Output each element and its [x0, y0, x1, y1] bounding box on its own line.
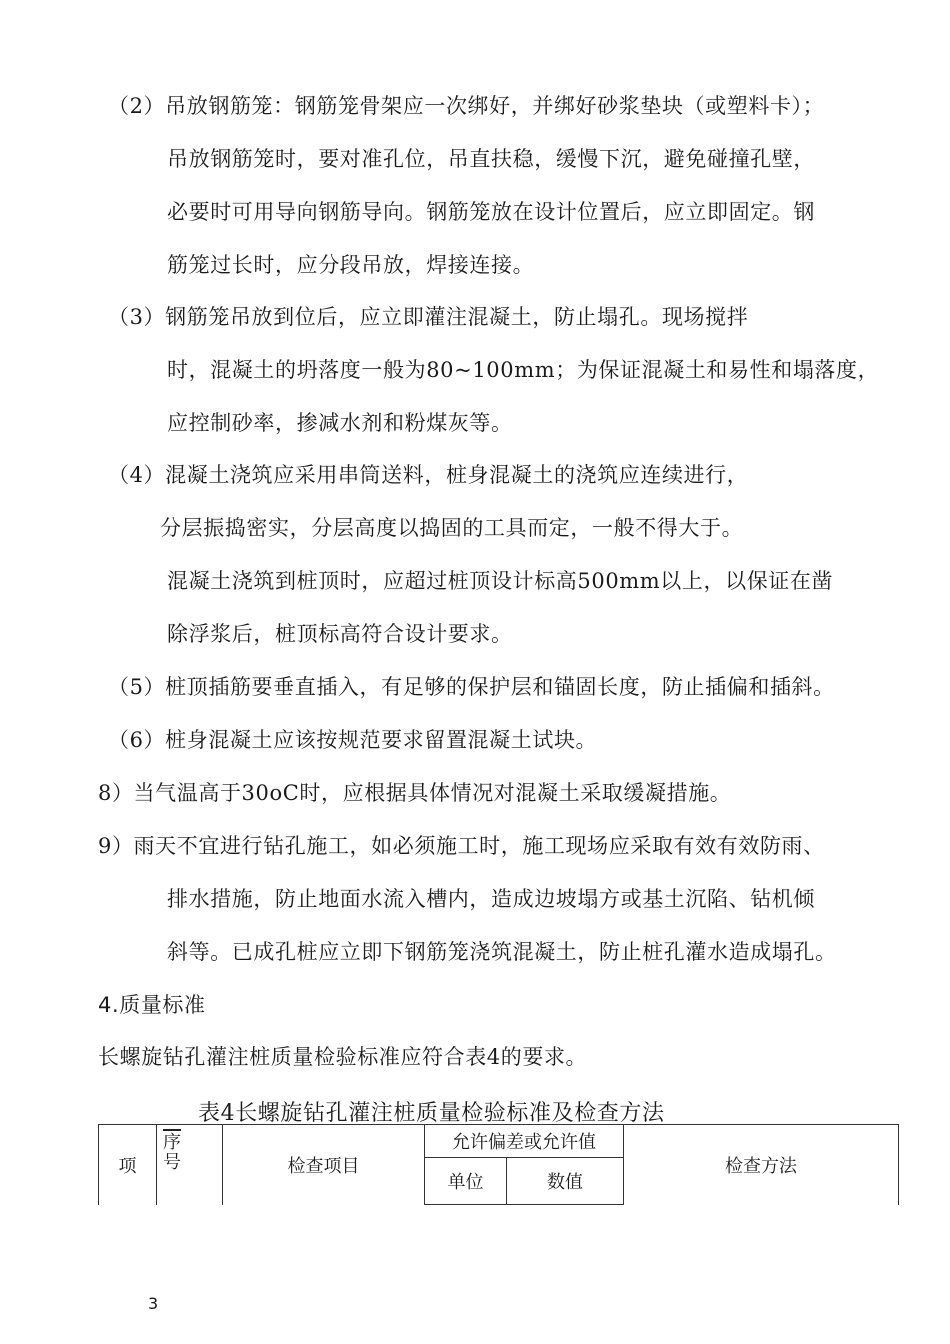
- paragraph-line: 9）雨天不宜进行钻孔施工，如必须施工时，施工现场应采取有效有效防雨、: [98, 834, 825, 858]
- paragraph-line: 排水措施，防止地面水流入槽内，造成边坡塌方或基土沉陷、钻机倾: [167, 887, 815, 911]
- paragraph-line: （4）混凝土浇筑应采用串筒送料，桩身混凝土的浇筑应连续进行，: [108, 463, 749, 487]
- header-method: 检查方法: [624, 1125, 899, 1205]
- paragraph-line: 混凝土浇筑到桩顶时，应超过桩顶设计标高500mm以上，以保证在凿: [167, 569, 834, 593]
- paragraph-line: 筋笼过长时，应分段吊放，焊接连接。: [167, 253, 535, 277]
- header-tolerance: 允许偏差或允许值: [425, 1125, 624, 1158]
- header-seq-label: 序号: [163, 1132, 181, 1173]
- header-check-item: 检查项目: [223, 1125, 425, 1205]
- paragraph-line: 吊放钢筋笼时，要对准孔位，吊直扶稳，缓慢下沉，避免碰撞孔壁，: [167, 147, 815, 171]
- paragraph-line: （5）桩顶插筋要垂直插入，有足够的保护层和锚固长度，防止插偏和插斜。: [108, 675, 835, 699]
- section-heading: 4.质量标准: [98, 993, 206, 1017]
- paragraph-line: 斜等。已成孔桩应立即下钢筋笼浇筑混凝土，防止桩孔灌水造成塌孔。: [167, 940, 837, 964]
- header-item: 项: [99, 1125, 157, 1205]
- paragraph-line: （2）吊放钢筋笼：钢筋笼骨架应一次绑好，并绑好砂浆垫块（或塑料卡）；: [108, 94, 825, 118]
- table-caption: 表4长螺旋钻孔灌注桩质量检验标准及检查方法: [198, 1101, 665, 1126]
- header-value: 数值: [507, 1158, 624, 1205]
- quality-standard-table: [98, 1124, 899, 1205]
- seq-dash: [163, 1129, 181, 1131]
- paragraph-line: 应控制砂率，掺减水剂和粉煤灰等。: [167, 411, 513, 435]
- header-unit: 单位: [425, 1158, 507, 1205]
- page-number: 3: [148, 1294, 159, 1313]
- paragraph-line: （3）钢筋笼吊放到位后，应立即灌注混凝土，防止塌孔。现场搅拌: [108, 305, 749, 329]
- paragraph-line: 分层振捣密实，分层高度以捣固的工具而定，一般不得大于。: [160, 516, 744, 540]
- paragraph-line: 时，混凝土的坍落度一般为80~100mm；为保证混凝土和易性和塌落度，: [167, 358, 880, 382]
- paragraph-line: （6）桩身混凝土应该按规范要求留置混凝土试块。: [108, 728, 598, 752]
- paragraph-line: 必要时可用导向钢筋导向。钢筋笼放在设计位置后，应立即固定。钢: [167, 200, 815, 224]
- paragraph-line: 除浮浆后，桩顶标高符合设计要求。: [167, 622, 513, 646]
- section-intro: 长螺旋钻孔灌注桩质量检验标准应符合表4的要求。: [98, 1045, 588, 1069]
- header-seq: [157, 1125, 223, 1205]
- paragraph-line: 8）当气温高于30oC时，应根据具体情况对混凝土采取缓凝措施。: [98, 781, 732, 805]
